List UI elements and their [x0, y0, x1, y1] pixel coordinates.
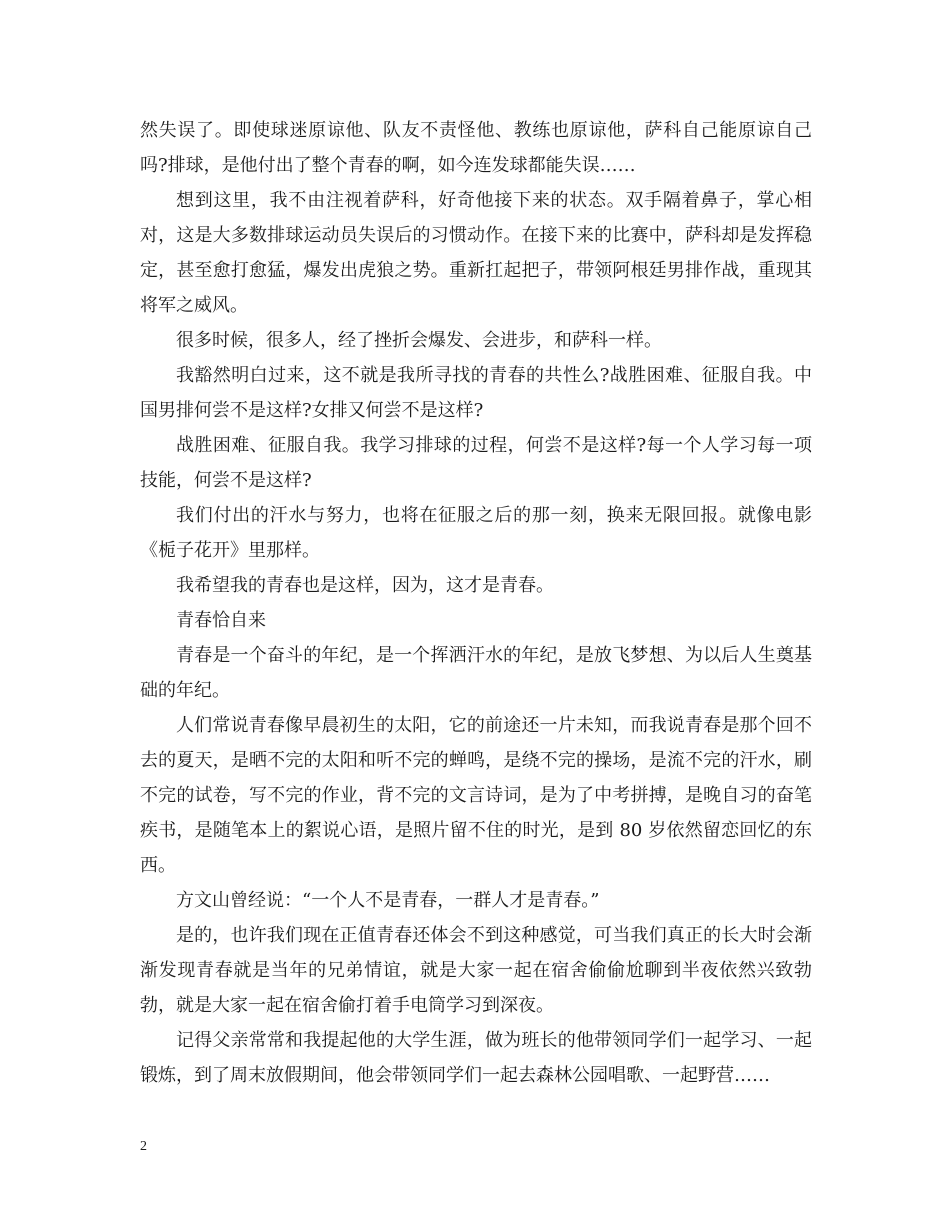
- section-title: 青春恰自来: [176, 610, 266, 631]
- page-number: 2: [140, 1139, 147, 1154]
- paragraph: 战胜困难、征服自我。我学习排球的过程，何尝不是这样?每一个人学习每一项技能，何尝不是这样?: [140, 435, 812, 491]
- paragraph: 我希望我的青春也是这样，因为，这才是青春。: [176, 575, 554, 596]
- paragraph: 想到这里，我不由注视着萨科，好奇他接下来的状态。双手隔着鼻子，掌心相对，这是大多数排球运动员失误后的习惯动作。在接下来的比赛中，萨科却是发挥稳定，甚至愈打愈猛，爆发出虎狼之势。重新扛起把子，带领阿根廷男排作战，重现其将军之威风。: [140, 190, 812, 316]
- paragraph: 我们付出的汗水与努力，也将在征服之后的那一刻，换来无限回报。就像电影《栀子花开》里那样。: [140, 505, 812, 561]
- paragraph: 人们常说青春像早晨初生的太阳，它的前途还一片未知，而我说青春是那个回不去的夏天，是晒不完的太阳和听不完的蝉鸣，是绕不完的操场，是流不完的汗水，刷不完的试卷，写不完的作业，背不完的文言诗词，是为了中考拼搏，是晚自习的奋笔疾书，是随笔本上的絮说心语，是照片留不住的时光，是到 80 岁依然留恋回忆的东西。: [140, 715, 812, 876]
- paragraph: 我豁然明白过来，这不就是我所寻找的青春的共性么?战胜困难、征服自我。中国男排何尝不是这样?女排又何尝不是这样?: [140, 365, 812, 421]
- document-body: [140, 113, 812, 1093]
- paragraph-continuation: 然失误了。即使球迷原谅他、队友不责怪他、教练也原谅他，萨科自己能原谅自己吗?排球，是他付出了整个青春的啊，如今连发球都能失误……: [140, 120, 812, 176]
- paragraph: 青春是一个奋斗的年纪，是一个挥洒汗水的年纪，是放飞梦想、为以后人生奠基础的年纪。: [140, 645, 812, 701]
- paragraph: 是的，也许我们现在正值青春还体会不到这种感觉，可当我们真正的长大时会渐渐发现青春就是当年的兄弟情谊，就是大家一起在宿舍偷偷尬聊到半夜依然兴致勃勃，就是大家一起在宿舍偷打着手电筒学习到深夜。: [140, 925, 812, 1016]
- paragraph: 记得父亲常常和我提起他的大学生涯，做为班长的他带领同学们一起学习、一起锻炼，到了周末放假期间，他会带领同学们一起去森林公园唱歌、一起野营……: [140, 1030, 812, 1086]
- quote-paragraph: 方文山曾经说：“一个人不是青春，一群人才是青春。”: [176, 890, 600, 911]
- paragraph: 很多时候，很多人，经了挫折会爆发、会进步，和萨科一样。: [176, 330, 662, 351]
